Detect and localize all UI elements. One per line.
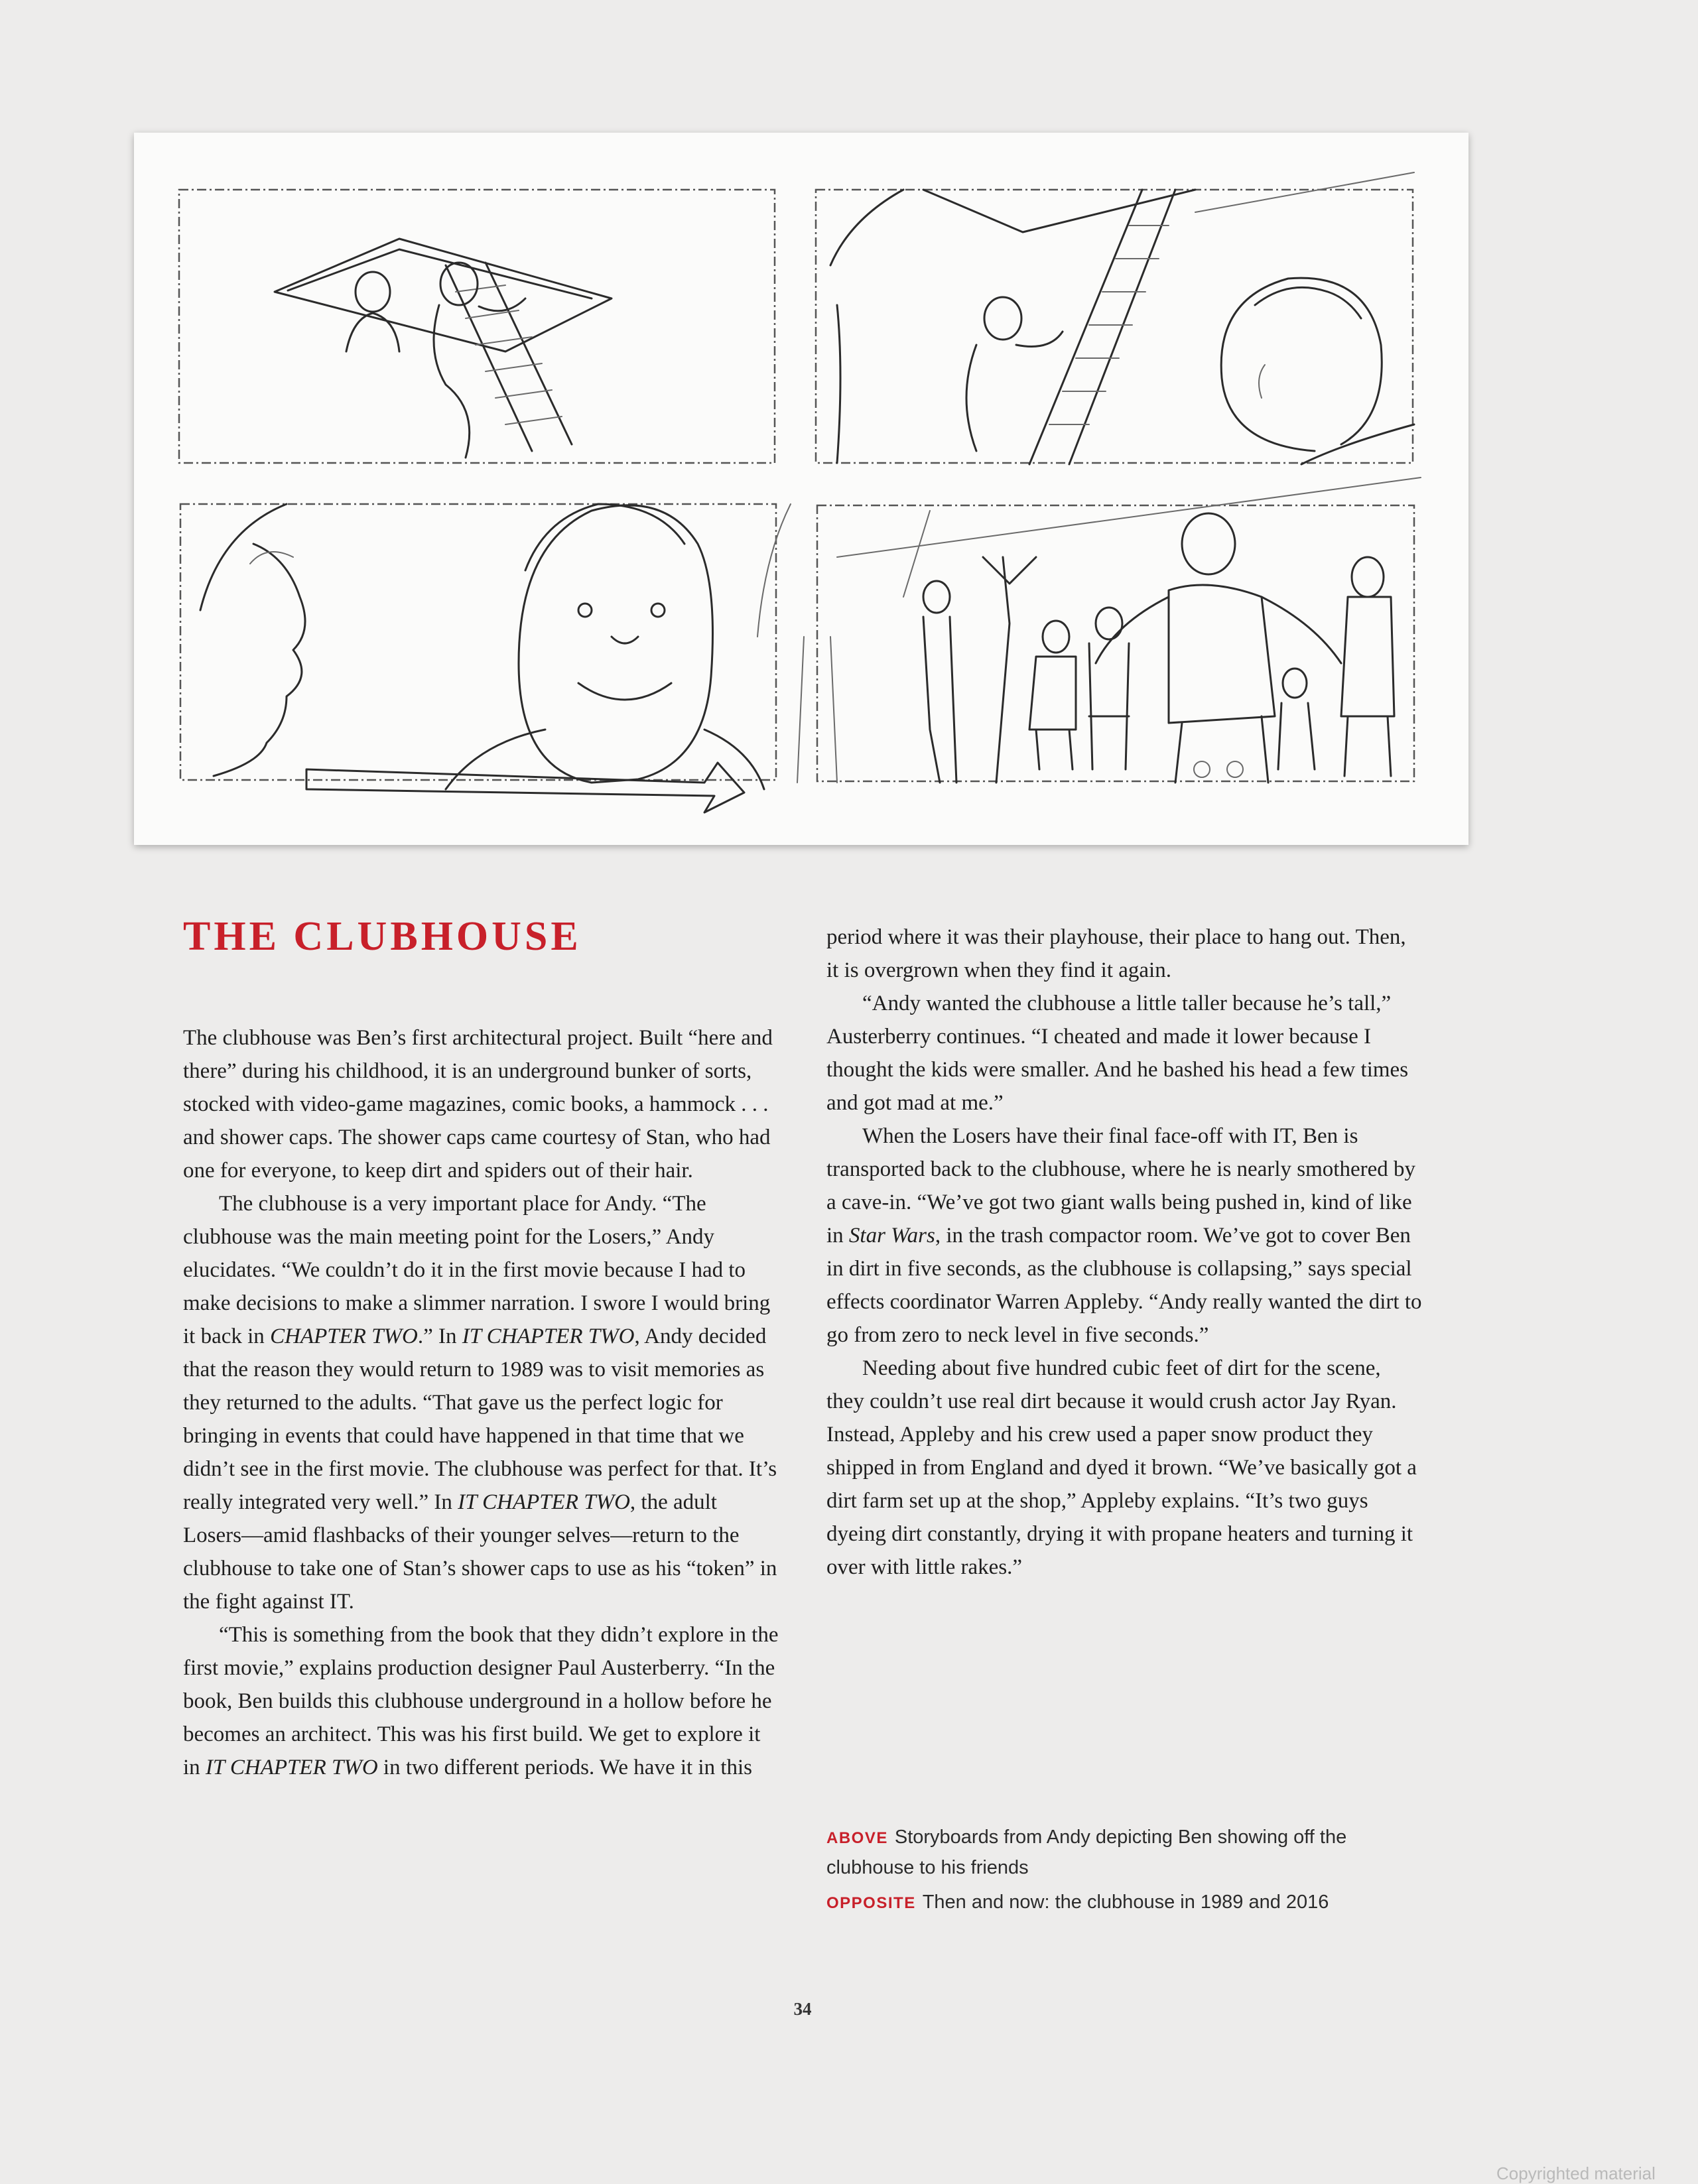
storyboard-panel-2 — [816, 172, 1414, 464]
body-column-left — [183, 1021, 780, 1784]
film-title: IT CHAPTER TWO — [458, 1490, 630, 1514]
caption-opposite — [826, 1888, 1423, 1918]
paragraph-dirt-farm: Needing about five hundred cubic feet of dirt for the scene, they couldn’t use real dirt because it would crush actor Jay Ryan. Instead, Appleby and his crew used a paper snow product they shipped in from England and dyed it brown. “We’ve basically got a dirt farm set up at the shop,” Appleby explains. “It’s two guys dyeing dirt constantly, drying it with propane heaters and turning it over with little rakes.” — [826, 1356, 1417, 1579]
paragraph-andy-quote: The clubhouse is a very important place for Andy. “The clubhouse was the main meeting point for the Losers,” Andy elucidates. “We couldn’t do it in the first movie because I had to make decisions to make a slimmer narration. I swore I would bring it back in CHAPTER TWO.” In IT CHAPTER TWO, Andy decided that the reason they would return to 1989 was to visit memories as they returned to the adults. “That gave us the perfect logic for bringing in events that could have happened in that time that we didn’t see in the first movie. The clubhouse was perfect for that. It’s really integrated very well.” In IT CHAPTER TWO, the adult Losers—amid flashbacks of their younger selves—return to the clubhouse to take one of Stan’s shower caps to use as his “token” in the fight against IT. — [183, 1192, 777, 1614]
storyboard-panel-4 — [757, 478, 1421, 783]
caption-above — [826, 1823, 1423, 1882]
film-title: CHAPTER TWO — [270, 1324, 418, 1348]
storyboard-panel-3 — [180, 504, 776, 812]
paragraph-taller-clubhouse: “Andy wanted the clubhouse a little taller because he’s tall,” Austerberry continues. “I cheated and made it lower because I thought the kids were smaller. And he bashed his head a few times and got mad at me.” — [826, 992, 1409, 1115]
caption-text: Then and now: the clubhouse in 1989 and 2016 — [922, 1892, 1329, 1913]
section-heading: THE CLUBHOUSE — [183, 914, 582, 959]
film-title: IT CHAPTER TWO — [205, 1756, 378, 1779]
paragraph-austerberry-quote: “This is something from the book that they didn’t explore in the first movie,” explains production designer Paul Austerberry. “In the book, Ben builds this clubhouse underground in a hollow before he becomes an architect. This was his first build. We get to explore it in IT CHAPTER TWO in two different periods. We have it in this — [183, 1623, 779, 1779]
paragraph-continuation: period where it was their playhouse, their place to hang out. Then, it is overgrown when they find it again. — [826, 925, 1406, 982]
paragraph-clubhouse-intro: The clubhouse was Ben’s first architectural project. Built “here and there” during his childhood, it is an underground bunker of sorts, stocked with video-game magazines, comic books, a hammock . . . and shower caps. The shower caps came courtesy of Stan, who had one for everyone, to keep dirt and spiders out of their hair. — [183, 1026, 773, 1183]
copyright-watermark: Copyrighted material — [1496, 2163, 1656, 2183]
storyboard-image — [134, 133, 1469, 845]
image-captions — [826, 1823, 1423, 1923]
body-column-right — [826, 921, 1423, 1584]
page-number: 34 — [793, 1999, 812, 2019]
paragraph-cave-in: When the Losers have their final face-off with IT, Ben is transported back to the clubhouse, where he is nearly smothered by a cave-in. “We’ve got two giant walls being pushed in, kind of like in Star Wars, in the trash compactor room. We’ve got to cover Ben in dirt in five seconds, as the clubhouse is collapsing,” says special effects coordinator Warren Appleby. “Andy really wanted the dirt to go from zero to neck level in five seconds.” — [826, 1124, 1422, 1347]
storyboard-panel-1 — [179, 190, 775, 463]
caption-label: ABOVE — [826, 1829, 888, 1847]
film-title: IT CHAPTER TWO — [462, 1324, 635, 1348]
caption-label: OPPOSITE — [826, 1894, 916, 1912]
storyboard-sketches — [134, 133, 1469, 845]
caption-text: Storyboards from Andy depicting Ben showing off the clubhouse to his friends — [826, 1827, 1347, 1878]
film-title: Star Wars — [848, 1224, 935, 1248]
